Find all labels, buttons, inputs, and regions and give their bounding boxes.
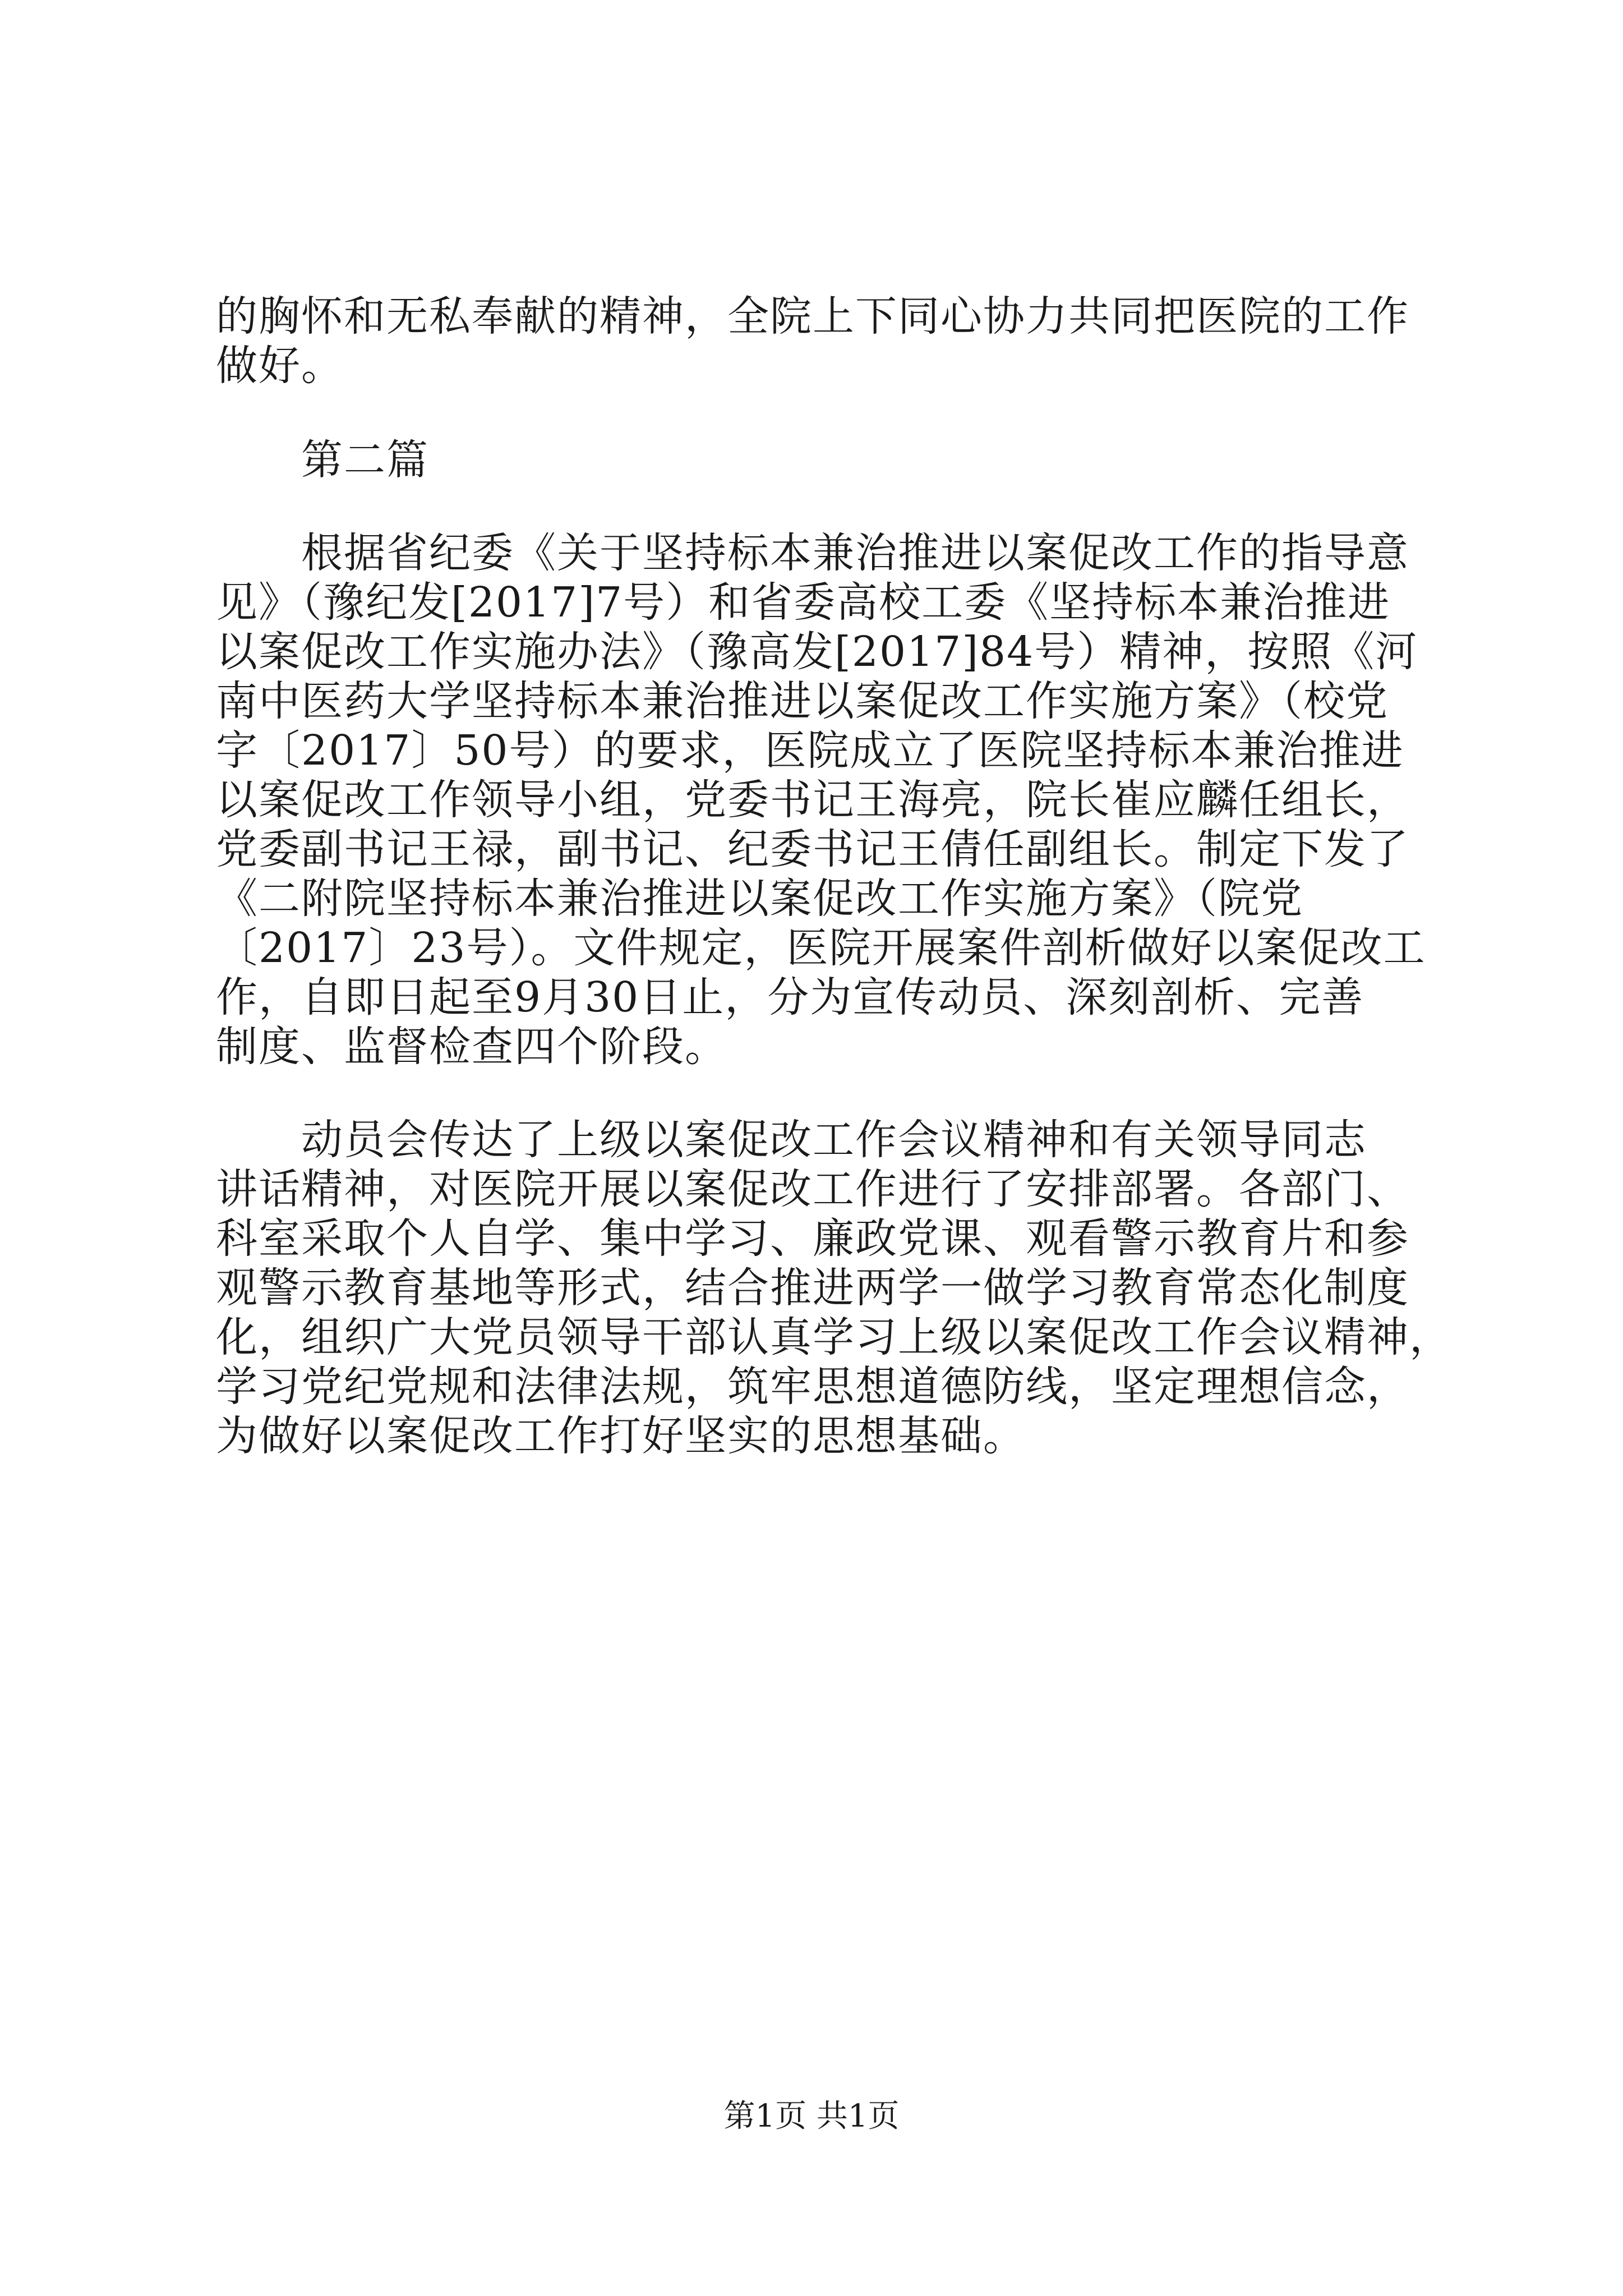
text-line: 南中医药大学坚持标本兼治推进以案促改工作实施方案》（校党	[216, 677, 1389, 725]
text-line: 以案促改工作实施办法》（豫高发[2017]84号）精神，按照《河	[216, 628, 1418, 676]
text-line: 为做好以案促改工作打好坚实的思想基础。	[216, 1412, 1026, 1460]
section-title: 第二篇	[216, 436, 429, 484]
text-line: 讲话精神，对医院开展以案促改工作进行了安排部署。各部门、	[216, 1165, 1409, 1213]
text-line: 观警示教育基地等形式，结合推进两学一做学习教育常态化制度	[216, 1264, 1409, 1312]
paragraph-3	[216, 528, 1426, 1071]
text-line: 见》（豫纪发[2017]7号）和省委高校工委《坚持标本兼治推进	[216, 578, 1391, 627]
text-line: 动员会传达了上级以案促改工作会议精神和有关领导同志	[216, 1116, 1367, 1164]
section-heading	[216, 435, 1410, 485]
text-line: 的胸怀和无私奉献的精神，全院上下同心协力共同把医院的工作	[216, 292, 1409, 341]
text-line: 制度、监督检查四个阶段。	[216, 1023, 727, 1071]
text-line: 作，自即日起至9月30日止，分为宣传动员、深刻剖析、完善	[216, 973, 1364, 1022]
text-line: 字〔2017〕50号）的要求，医院成立了医院坚持标本兼治推进	[216, 726, 1404, 775]
text-line: 科室采取个人自学、集中学习、廉政党课、观看警示教育片和参	[216, 1214, 1409, 1263]
text-line: 做好。	[216, 342, 344, 390]
paragraph-1	[216, 292, 1410, 390]
text-line: 〔2017〕23号）。文件规定，医院开展案件剖析做好以案促改工	[216, 924, 1426, 972]
text-line: 学习党纪党规和法律法规，筑牢思想道德防线，坚定理想信念，	[216, 1363, 1409, 1411]
text-line: 以案促改工作领导小组，党委书记王海亮，院长崔应麟任组长，	[216, 776, 1409, 824]
page-number-footer: 第1页 共1页	[723, 2098, 900, 2134]
paragraph-4	[216, 1115, 1452, 1461]
text-line: 根据省纪委《关于坚持标本兼治推进以案促改工作的指导意	[216, 529, 1409, 577]
text-line: 《二附院坚持标本兼治推进以案促改工作实施方案》（院党	[216, 875, 1303, 923]
text-line: 化，组织广大党员领导干部认真学习上级以案促改工作会议精神，	[216, 1313, 1452, 1361]
text-line: 党委副书记王禄，副书记、纪委书记王倩任副组长。制定下发了	[216, 825, 1409, 873]
document-body	[216, 292, 1452, 1461]
